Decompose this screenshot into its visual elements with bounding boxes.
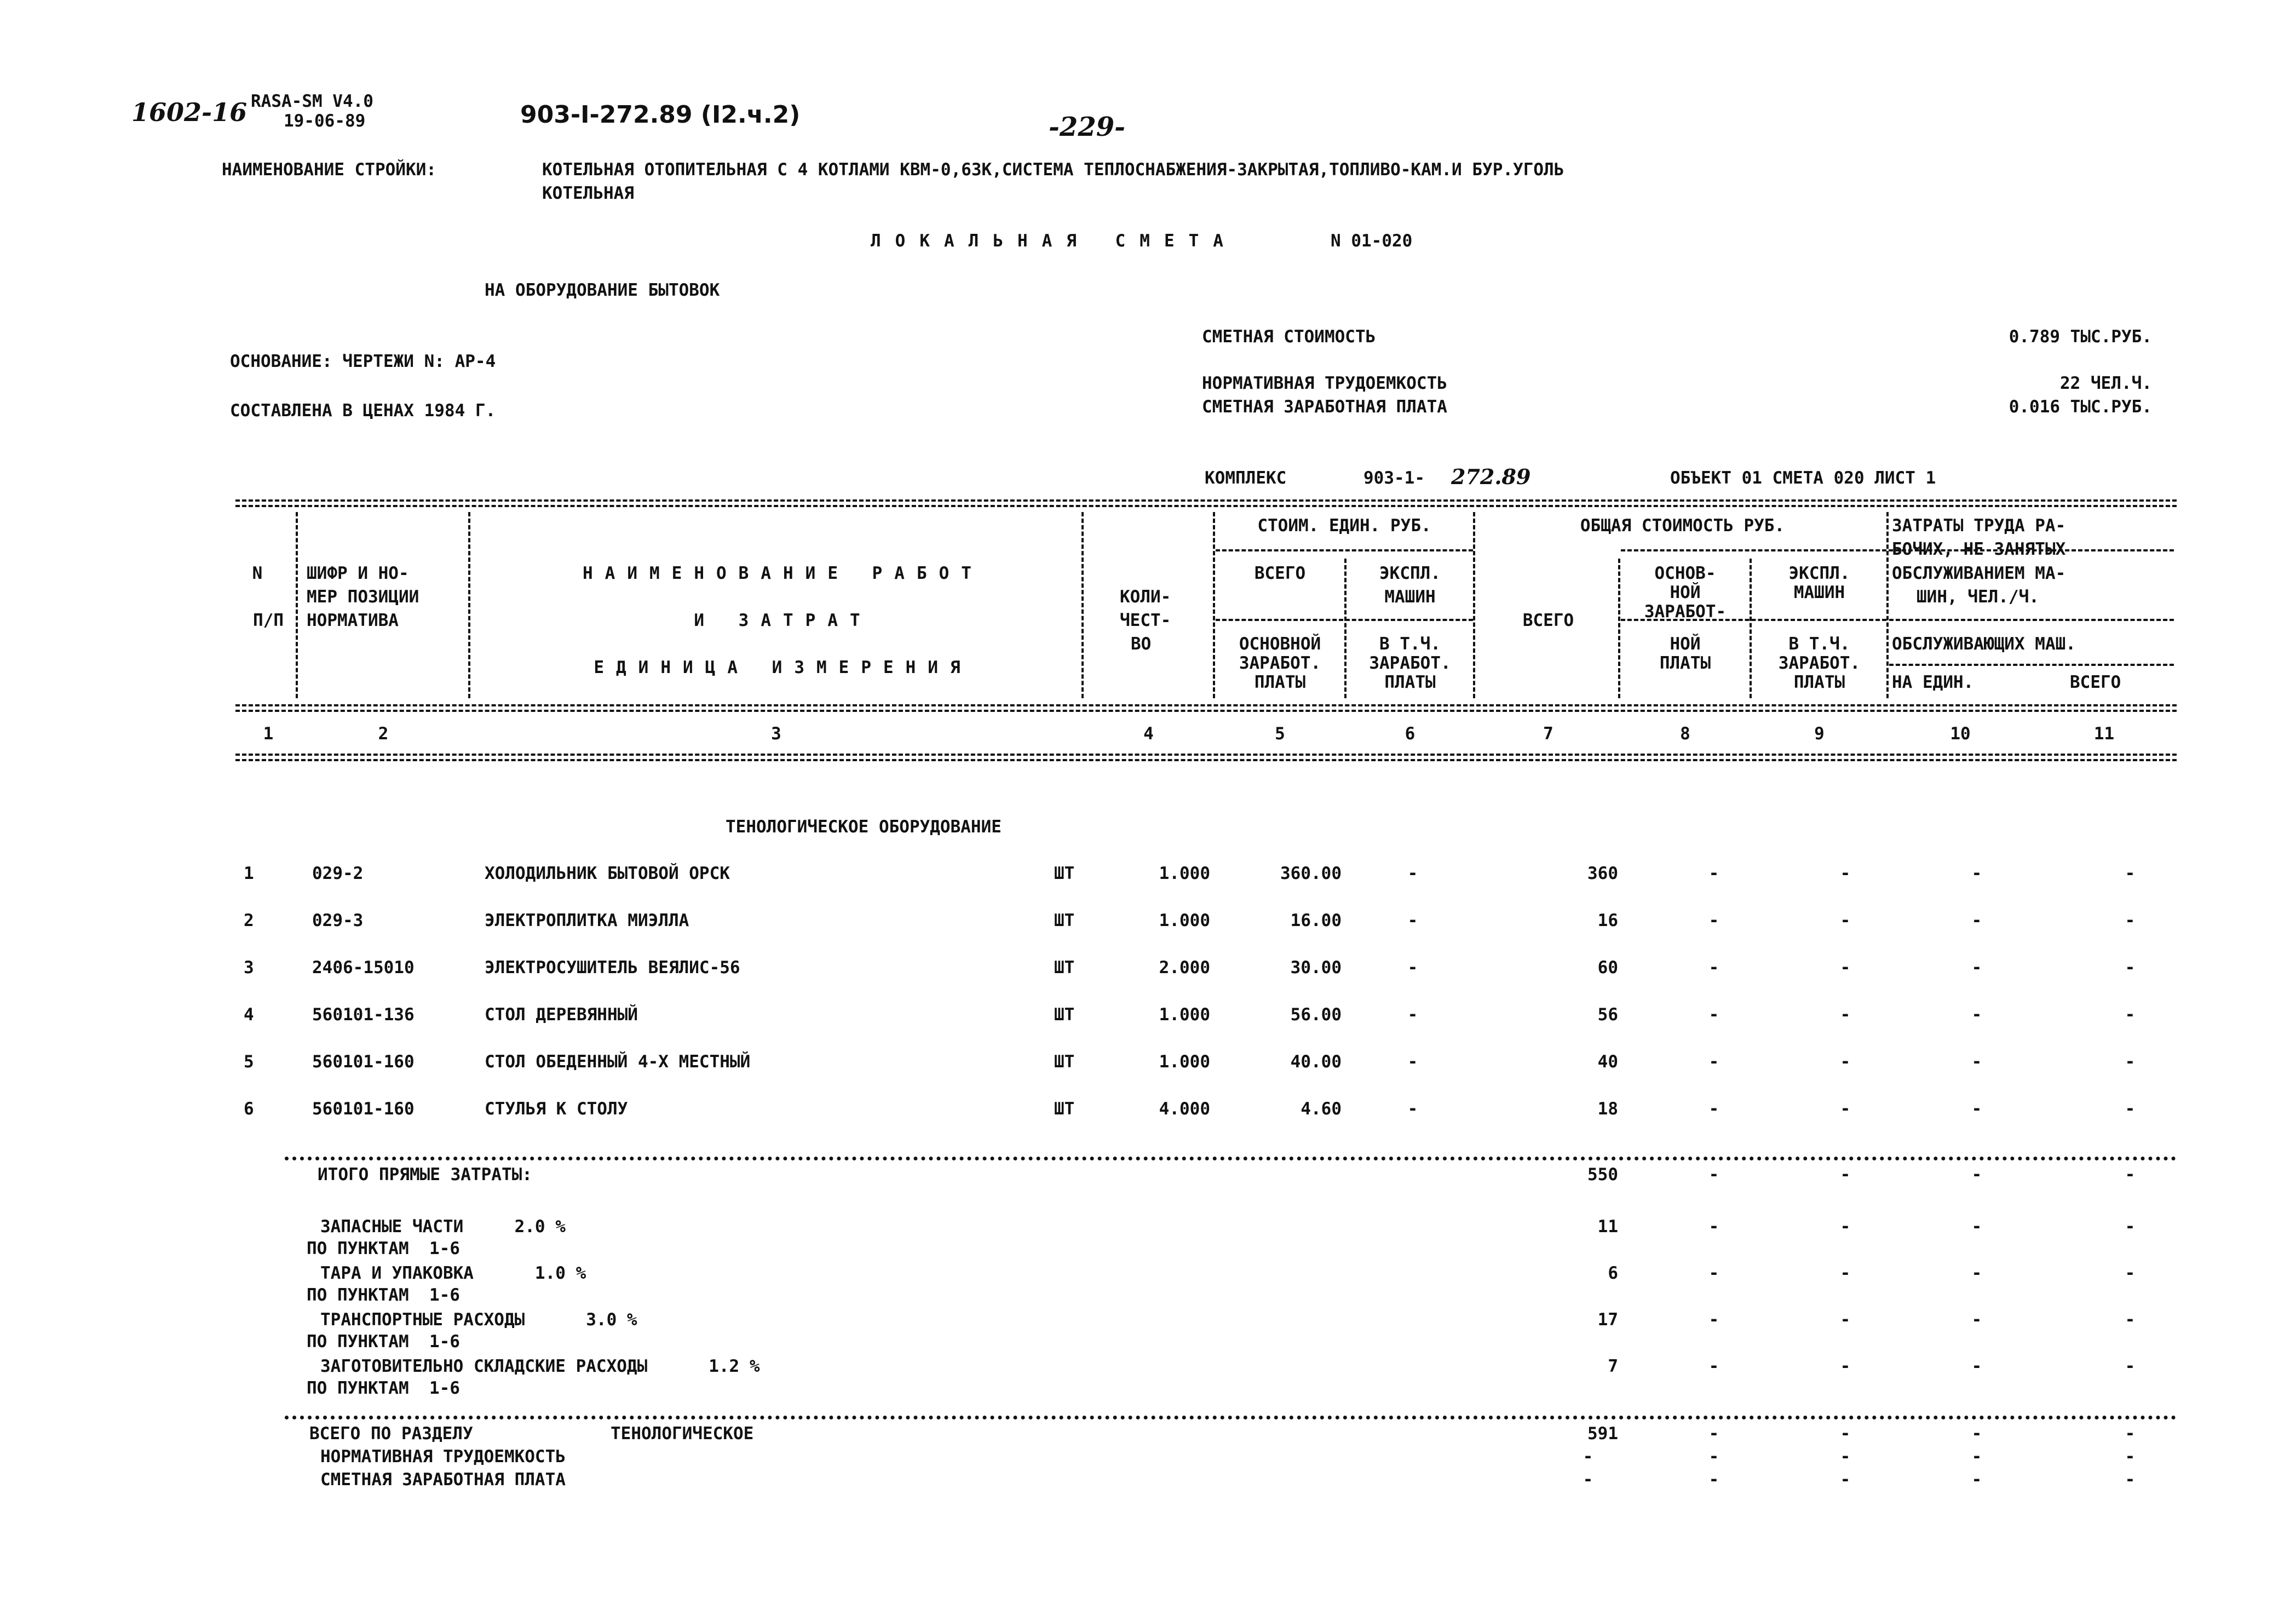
row-price: 56.00 [1290,1005,1342,1025]
row-total: 16 [1597,911,1618,930]
section-labor-c10: - [1971,1447,1982,1467]
surcharge-c10: - [1971,1356,1982,1376]
row-price: 40.00 [1290,1052,1342,1072]
row-c6: - [1407,911,1418,930]
col-number: 7 [1543,724,1553,744]
hdr-col5: ЗАРАБОТ. [1239,653,1321,673]
row-c10: - [1971,958,1982,978]
hdr-col8: НОЙ [1670,634,1701,654]
hdr-labor: ОБСЛУЖИВАЮЩИХ МАШ. [1892,634,2076,654]
row-c10: - [1971,1005,1982,1025]
section-wage-c7: - [1583,1470,1593,1490]
row-qty: 1.000 [1159,1005,1210,1025]
section-labor-label: НОРМАТИВНАЯ ТРУДОЕМКОСТЬ [320,1447,566,1467]
project-name-line2: КОТЕЛЬНАЯ [542,183,634,203]
row-code: 560101-160 [312,1099,415,1119]
handwritten-code: 1602-16 [131,97,248,127]
section-total-c11: - [2125,1424,2136,1444]
col-number: 11 [2093,724,2115,744]
section-total-dotted-rule [285,1416,2177,1419]
row-c6: - [1407,1052,1418,1072]
hdr-col5: ОСНОВНОЙ [1239,634,1321,654]
complex-code-handwritten: 272.89 [1451,464,1531,489]
surcharge-c9: - [1840,1356,1851,1376]
row-name: СТОЛ ДЕРЕВЯННЫЙ [485,1005,638,1025]
hdr-col9: ЭКСПЛ. [1788,564,1850,583]
section-total-c9: - [1840,1424,1851,1444]
table-top-rule-2 [235,505,2177,507]
hdr-col8: ОСНОВ- [1654,564,1716,583]
section-total-c8: - [1708,1424,1719,1444]
row-code: 029-2 [312,864,364,883]
row-total: 40 [1597,1052,1618,1072]
row-unit: ШТ [1054,911,1075,930]
hdr-col6: ПЛАТЫ [1384,672,1436,692]
header-sep [468,512,470,698]
section-total-label2: ТЕНОЛОГИЧЕСКОЕ [611,1424,754,1444]
surcharge-label: ЗАГОТОВИТЕЛЬНО СКЛАДСКИЕ РАСХОДЫ 1.2 % [320,1356,760,1376]
hdr-labor: ЗАТРАТЫ ТРУДА РА- [1892,516,2066,536]
hdr-col8: ПЛАТЫ [1659,653,1711,673]
surcharge-label: ТАРА И УПАКОВКА 1.0 % [320,1263,586,1283]
row-c8: - [1708,1005,1719,1025]
row-unit: ШТ [1054,1052,1075,1072]
row-n: 1 [244,864,254,883]
row-name: ЭЛЕКТРОСУШИТЕЛЬ ВЕЯЛИС-56 [485,958,740,978]
project-label: НАИМЕНОВАНИЕ СТРОЙКИ: [222,160,436,180]
surcharge-c9: - [1840,1217,1851,1237]
hdr-col1: N [252,564,263,583]
surcharge-ref: ПО ПУНКТАМ 1-6 [307,1378,460,1398]
row-n: 4 [244,1005,254,1025]
surcharge-ref: ПО ПУНКТАМ 1-6 [307,1239,460,1258]
row-c9: - [1840,1052,1851,1072]
row-c10: - [1971,911,1982,930]
row-code: 2406-15010 [312,958,415,978]
row-c6: - [1407,1005,1418,1025]
row-unit: ШТ [1054,958,1075,978]
section-title: ТЕНОЛОГИЧЕСКОЕ ОБОРУДОВАНИЕ [726,817,1002,837]
row-c9: - [1840,1099,1851,1119]
row-c8: - [1708,864,1719,883]
header-sep [296,512,298,698]
row-qty: 1.000 [1159,911,1210,930]
column-number-rule [235,754,2177,756]
direct-total-c11: - [2125,1165,2136,1185]
header-sub-rule [1889,619,2174,621]
column-number-rule-2 [235,759,2177,761]
row-c11: - [2125,958,2136,978]
row-name: СТУЛЬЯ К СТОЛУ [485,1099,628,1119]
surcharge-ref: ПО ПУНКТАМ 1-6 [307,1332,460,1352]
direct-total-c9: - [1840,1165,1851,1185]
header-sep [1213,512,1215,698]
row-total: 60 [1597,958,1618,978]
hdr-col6: ЭКСПЛ. [1379,564,1441,583]
section-labor-c9: - [1840,1447,1851,1467]
hdr-col6: МАШИН [1384,587,1436,607]
row-qty: 2.000 [1159,958,1210,978]
row-price: 30.00 [1290,958,1342,978]
surcharge-c9: - [1840,1310,1851,1330]
estimate-subtitle: НА ОБОРУДОВАНИЕ БЫТОВОК [485,280,720,300]
surcharge-c11: - [2125,1310,2136,1330]
surcharge-total: 7 [1608,1356,1618,1376]
row-c11: - [2125,1005,2136,1025]
complex-code: 903-1- [1363,468,1425,488]
section-total-value: 591 [1587,1424,1618,1444]
row-total: 56 [1597,1005,1618,1025]
row-c6: - [1407,1099,1418,1119]
row-code: 029-3 [312,911,364,930]
row-unit: ШТ [1054,1005,1075,1025]
col-number: 8 [1680,724,1690,744]
row-c6: - [1407,864,1418,883]
wage-label: СМЕТНАЯ ЗАРАБОТНАЯ ПЛАТА [1202,397,1447,417]
hdr-col6: В Т.Ч. [1379,634,1441,654]
col-number: 6 [1405,724,1415,744]
row-name: ЭЛЕКТРОПЛИТКА МИЭЛЛА [485,911,689,930]
header-sub-rule [1889,664,2174,666]
section-wage-c10: - [1971,1470,1982,1490]
row-price: 4.60 [1301,1099,1342,1119]
row-qty: 1.000 [1159,1052,1210,1072]
hdr-col8: НОЙ [1670,583,1701,602]
row-code: 560101-160 [312,1052,415,1072]
row-name: СТОЛ ОБЕДЕННЫЙ 4-Х МЕСТНЫЙ [485,1052,751,1072]
surcharge-total: 17 [1597,1310,1618,1330]
section-labor-c8: - [1708,1447,1719,1467]
labor-label: НОРМАТИВНАЯ ТРУДОЕМКОСТЬ [1202,373,1447,393]
hdr-col1: П/П [253,611,284,630]
row-qty: 4.000 [1159,1099,1210,1119]
col-number: 10 [1950,724,1971,744]
hdr-col4: ВО [1131,634,1152,654]
direct-total-value: 550 [1587,1165,1618,1185]
row-unit: ШТ [1054,864,1075,883]
hdr-unit-cost: СТОИМ. ЕДИН. РУБ. [1257,516,1431,536]
surcharge-c8: - [1708,1217,1719,1237]
hdr-col2: НОРМАТИВА [307,611,399,630]
row-c9: - [1840,911,1851,930]
hdr-col9: ЗАРАБОТ. [1778,653,1861,673]
section-labor-c11: - [2125,1447,2136,1467]
section-total-label: ВСЕГО ПО РАЗДЕЛУ [309,1424,473,1444]
hdr-total-cost: ОБЩАЯ СТОИМОСТЬ РУБ. [1580,516,1785,536]
header-sep [1750,559,1752,698]
labor-value: 22 ЧЕЛ.Ч. [2060,373,2152,393]
surcharge-c8: - [1708,1310,1719,1330]
table-top-rule [235,499,2177,502]
header-sep [1886,512,1889,698]
estimate-number: N 01-020 [1331,231,1413,251]
header-sep [1081,512,1084,698]
total-dotted-rule [285,1157,2177,1160]
row-price: 16.00 [1290,911,1342,930]
row-c10: - [1971,1099,1982,1119]
hdr-labor: ШИН, ЧЕЛ./Ч. [1917,587,2039,607]
software-date: 19-06-89 [284,111,366,131]
surcharge-ref: ПО ПУНКТАМ 1-6 [307,1285,460,1305]
row-c8: - [1708,911,1719,930]
col-number: 4 [1143,724,1154,744]
hdr-col10: НА ЕДИН. [1892,672,1974,692]
surcharge-c8: - [1708,1263,1719,1283]
project-code: 903-I-272.89 (I2.ч.2) [520,101,801,129]
row-code: 560101-136 [312,1005,415,1025]
header-sep [1618,559,1620,698]
section-wage-c8: - [1708,1470,1719,1490]
page-number: -229- [1049,112,1126,142]
hdr-col5: ВСЕГО [1254,564,1306,583]
hdr-col11: ВСЕГО [2070,672,2121,692]
section-wage-label: СМЕТНАЯ ЗАРАБОТНАЯ ПЛАТА [320,1470,566,1490]
basis-text: ОСНОВАНИЕ: ЧЕРТЕЖИ N: АР-4 [230,352,496,371]
col-number: 5 [1275,724,1285,744]
hdr-col3: НАИМЕНОВАНИЕ РАБОТ [583,564,983,583]
section-wage-c11: - [2125,1470,2136,1490]
row-c6: - [1407,958,1418,978]
row-c8: - [1708,1052,1719,1072]
section-wage-c9: - [1840,1470,1851,1490]
header-sub-rule [1216,549,1473,551]
section-total-c10: - [1971,1424,1982,1444]
row-c9: - [1840,1005,1851,1025]
header-sep [1344,559,1346,698]
row-unit: ШТ [1054,1099,1075,1119]
row-c11: - [2125,1099,2136,1119]
hdr-col9: В Т.Ч. [1788,634,1850,654]
row-n: 3 [244,958,254,978]
hdr-labor: БОЧИХ, НЕ ЗАНЯТЫХ [1892,539,2066,559]
row-total: 18 [1597,1099,1618,1119]
hdr-col5: ПЛАТЫ [1254,672,1306,692]
row-price: 360.00 [1280,864,1342,883]
surcharge-c9: - [1840,1263,1851,1283]
hdr-col3: ЕДИНИЦА ИЗМЕРЕНИЯ [594,658,973,677]
col-number: 2 [378,724,389,744]
row-n: 6 [244,1099,254,1119]
col-number: 9 [1814,724,1825,744]
hdr-col8: ЗАРАБОТ- [1644,602,1727,622]
row-qty: 1.000 [1159,864,1210,883]
hdr-col4: ЧЕСТ- [1120,611,1171,630]
header-sub-rule [1216,619,1473,621]
hdr-col2: МЕР ПОЗИЦИИ [307,587,419,607]
hdr-col4: КОЛИ- [1120,587,1171,607]
row-c9: - [1840,864,1851,883]
surcharge-c10: - [1971,1263,1982,1283]
surcharge-c10: - [1971,1310,1982,1330]
direct-total-c8: - [1708,1165,1719,1185]
hdr-labor: ОБСЛУЖИВАНИЕМ МА- [1892,564,2066,583]
surcharge-c11: - [2125,1217,2136,1237]
hdr-col7: ВСЕГО [1522,611,1574,630]
hdr-col3: И ЗАТРАТ [694,611,872,630]
header-rule [235,704,2177,706]
software-version: RASA-SM V4.0 [251,91,373,111]
row-name: ХОЛОДИЛЬНИК БЫТОВОЙ ОРСК [485,864,730,883]
col-number: 1 [263,724,274,744]
row-c9: - [1840,958,1851,978]
direct-total-c10: - [1971,1165,1982,1185]
hdr-col9: МАШИН [1793,583,1845,602]
hdr-col9: ПЛАТЫ [1793,672,1845,692]
surcharge-c10: - [1971,1217,1982,1237]
row-c10: - [1971,864,1982,883]
object-info: ОБЪЕКТ 01 СМЕТА 020 ЛИСТ 1 [1670,468,1936,488]
surcharge-label: ТРАНСПОРТНЫЕ РАСХОДЫ 3.0 % [320,1310,637,1330]
header-rule-2 [235,710,2177,712]
row-c10: - [1971,1052,1982,1072]
direct-total-label: ИТОГО ПРЯМЫЕ ЗАТРАТЫ: [318,1165,532,1185]
complex-label: КОМПЛЕКС [1205,468,1287,488]
surcharge-c11: - [2125,1263,2136,1283]
surcharge-total: 6 [1608,1263,1618,1283]
surcharge-c8: - [1708,1356,1719,1376]
surcharge-c11: - [2125,1356,2136,1376]
hdr-col6: ЗАРАБОТ. [1369,653,1451,673]
cost-value: 0.789 ТЫС.РУБ. [2009,327,2152,347]
row-c8: - [1708,958,1719,978]
surcharge-total: 11 [1597,1217,1618,1237]
section-labor-c7: - [1583,1447,1593,1467]
row-c11: - [2125,1052,2136,1072]
estimate-title: ЛОКАЛЬНАЯ СМЕТА [871,231,1238,251]
header-sep [1473,512,1475,698]
row-c8: - [1708,1099,1719,1119]
hdr-col2: ШИФР И НО- [307,564,409,583]
prices-text: СОСТАВЛЕНА В ЦЕНАХ 1984 Г. [230,401,496,421]
wage-value: 0.016 ТЫС.РУБ. [2009,397,2152,417]
cost-label: СМЕТНАЯ СТОИМОСТЬ [1202,327,1376,347]
row-total: 360 [1587,864,1618,883]
col-number: 3 [771,724,781,744]
surcharge-label: ЗАПАСНЫЕ ЧАСТИ 2.0 % [320,1217,566,1237]
row-c11: - [2125,864,2136,883]
row-n: 2 [244,911,254,930]
project-name-line1: КОТЕЛЬНАЯ ОТОПИТЕЛЬНАЯ С 4 КОТЛАМИ КВМ-0,63К,СИСТЕМА ТЕПЛОСНАБЖЕНИЯ-ЗАКРЫТАЯ,ТОПЛИВО-КАМ.И БУР.УГОЛЬ [542,160,1564,180]
row-c11: - [2125,911,2136,930]
row-n: 5 [244,1052,254,1072]
